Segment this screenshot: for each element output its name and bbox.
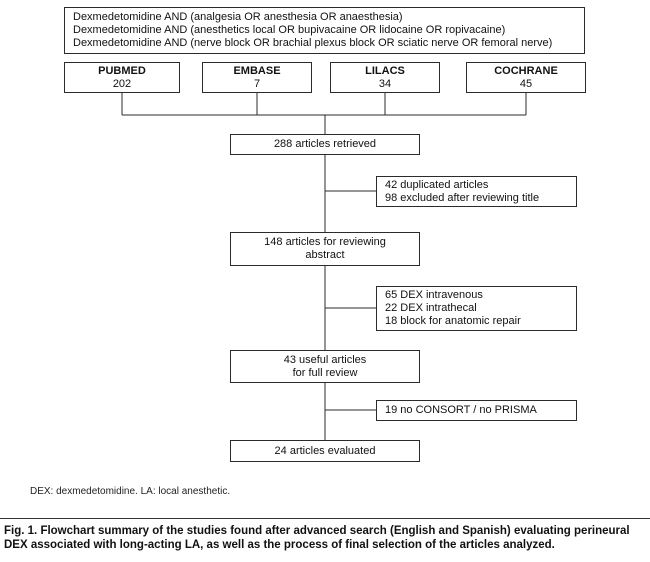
database-name: LILACS (365, 64, 405, 77)
database-count: 202 (112, 77, 132, 90)
evaluated-box (230, 440, 420, 462)
database-box-cochrane (466, 62, 586, 93)
search-query-line-1: Dexmedetomidine AND (analgesia OR anesthesia OR anaesthesia) (73, 11, 403, 23)
figure-caption-text: Flowchart summary of the studies found after advanced search (English and Spanish) evaluating perineural DEX associated with long-acting LA, as well as the process of final selection of the articles analyzed. (4, 525, 630, 551)
excluded-line: 19 no CONSORT / no PRISMA (385, 404, 537, 416)
excluded-title-box (376, 176, 577, 207)
excluded-abstract-box (376, 286, 577, 331)
excluded-line: 98 excluded after reviewing title (385, 191, 540, 204)
database-name: COCHRANE (494, 64, 558, 77)
evaluated-text: 24 articles evaluated (274, 444, 376, 457)
abstract-review-line: 148 articles for reviewing (264, 236, 386, 248)
abbreviations-footnote: DEX: dexmedetomidine. LA: local anesthetic. (30, 486, 231, 497)
full-review-box (230, 350, 420, 383)
database-name: EMBASE (233, 64, 281, 77)
database-box-pubmed (64, 62, 180, 93)
database-count: 7 (253, 77, 261, 90)
search-query-line-3: Dexmedetomidine AND (nerve block OR brachial plexus block OR sciatic nerve OR femoral nerve) (73, 37, 553, 49)
excluded-line: 22 DEX intrathecal (385, 302, 477, 314)
excluded-line: 42 duplicated articles (385, 178, 489, 191)
excluded-line: 18 block for anatomic repair (385, 315, 521, 327)
excluded-line: 65 DEX intravenous (385, 289, 483, 301)
retrieved-text: 288 articles retrieved (273, 138, 377, 150)
database-box-embase (202, 62, 312, 93)
database-name: PUBMED (98, 64, 146, 77)
database-box-lilacs (330, 62, 440, 93)
retrieved-box (230, 134, 420, 155)
search-query-line-2: Dexmedetomidine AND (anesthetics local OR bupivacaine OR lidocaine OR ropivacaine) (73, 24, 506, 36)
database-count: 45 (519, 77, 533, 90)
figure-caption (4, 524, 646, 552)
full-review-line: 43 useful articles (283, 353, 367, 366)
abstract-review-line: abstract (305, 249, 345, 261)
full-review-line: for full review (292, 366, 358, 379)
caption-divider (0, 518, 650, 519)
figure-caption-label: Fig. 1. (4, 525, 38, 537)
search-query-box (64, 7, 585, 54)
database-count: 34 (378, 77, 392, 90)
abstract-review-box (230, 232, 420, 266)
excluded-reporting-box (376, 400, 577, 421)
